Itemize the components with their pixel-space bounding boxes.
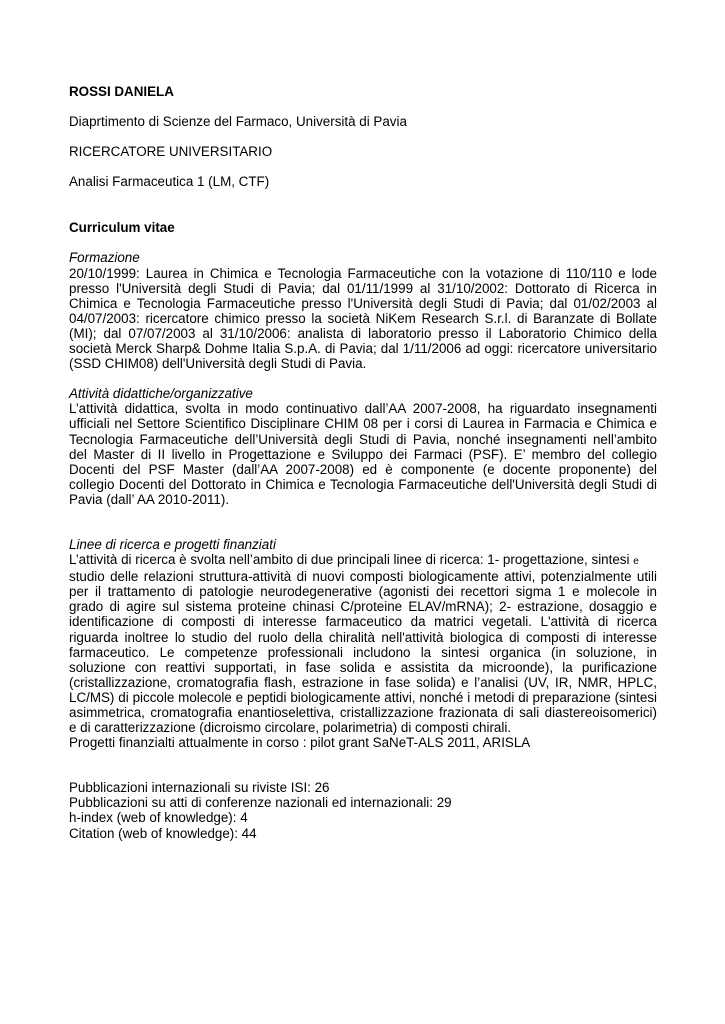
didattica-line: L’attività didattica, svolta in modo continuativo dall’AA 2007-2008, ha riguardato insegnamenti bbox=[69, 401, 657, 417]
ricerca-line: soluzione con reattivi supportati, in fase solida e assistita da microonde), la purificazione bbox=[69, 659, 657, 675]
citation-line: Citation (web of knowledge): 44 bbox=[69, 825, 257, 841]
ricerca-heading: Linee di ricerca e progetti finanziati bbox=[69, 536, 276, 552]
h-index-line: h-index (web of knowledge): 4 bbox=[69, 810, 248, 826]
ricerca-line: identificazione di composti di interesse farmaceutico da matrici vegetali. L'attività di ricerca bbox=[69, 614, 657, 630]
didattica-line: Docenti del PSF Master (dall’AA 2007-2008) ed è componente (e docente proponente) del bbox=[69, 461, 657, 477]
formazione-line: (SSD CHIM08) dell'Università degli Studi di Pavia. bbox=[69, 356, 367, 372]
cv-document bbox=[69, 84, 657, 841]
didattica-line: Tecnologia Farmaceutiche dell’Università degli Studi di Pavia, nonché insegnamenti nell’ambito bbox=[69, 431, 657, 447]
formazione-line: (MI); dal 07/07/2003 al 31/10/2006: analista di laboratorio presso il Laboratorio Chimico della bbox=[69, 325, 657, 341]
formazione-heading: Formazione bbox=[69, 250, 140, 266]
ricerca-line: studio delle relazioni struttura-attività di nuovi composti biologicamente attivi, potenzialmente utili bbox=[69, 569, 657, 585]
pubblicazioni-section bbox=[69, 780, 657, 840]
pub-isi-line: Pubblicazioni internazionali su riviste ISI: 26 bbox=[69, 780, 330, 796]
ricerca-line: asimmetrica, cromatografia enantioselettiva, cristallizzazione frazionata di sali diastereoisomerici) bbox=[69, 705, 657, 720]
didattica-section bbox=[69, 386, 657, 507]
projects-line: Progetti finanzialti attualmente in corso : pilot grant SaNeT-ALS 2011, ARISLA bbox=[69, 735, 531, 751]
ricerca-line: LC/MS) di piccole molecole e peptidi biologicamente attivi, nonché i metodi di preparazione (sintesi bbox=[69, 689, 657, 705]
department-line: Diaprtimento di Scienze del Farmaco, Università di Pavia bbox=[69, 114, 407, 130]
cv-title: Curriculum vitae bbox=[69, 220, 175, 236]
ricerca-first-tail: e bbox=[633, 556, 639, 568]
ricerca-line: farmaceutico. Le competenze professionali includono la sintesi organica (in soluzione, in bbox=[69, 644, 657, 660]
didattica-line: collegio Docenti del Dottorato in Chimica e Tecnologia Farmaceutiche dell'Università degli Studi di bbox=[69, 476, 657, 492]
formazione-line: presso l'Università degli Studi di Pavia; dal 01/11/1999 al 31/10/2002: Dottorato di Ricerca in bbox=[69, 280, 657, 296]
role-line: RICERCATORE UNIVERSITARIO bbox=[69, 144, 273, 160]
formazione-line: 20/10/1999: Laurea in Chimica e Tecnologia Farmaceutiche con la votazione di 110/110 e lode bbox=[69, 265, 657, 281]
didattica-line: Pavia (dall’ AA 2010-2011). bbox=[69, 491, 230, 507]
formazione-line: 04/07/2003: ricercatore chimico presso la società NiKem Research S.r.l. di Baranzate di Bollate bbox=[69, 310, 657, 326]
formazione-line: Chimica e Tecnologia Farmaceutiche presso l'Università degli Studi di Pavia; dal 01/02/2003 al bbox=[69, 295, 657, 311]
pub-conferences-line: Pubblicazioni su atti di conferenze nazionali ed internazionali: 29 bbox=[69, 795, 452, 811]
didattica-line: del Master di II livello in Progettazione e Sviluppo dei Farmaci (PSF). E’ membro del collegio bbox=[69, 446, 657, 462]
course-line: Analisi Farmaceutica 1 (LM, CTF) bbox=[69, 174, 270, 190]
ricerca-line: (cristallizzazione, cromatografia flash, estrazione in fase solida) e l’analisi (UV, IR, NMR, HPLC, bbox=[69, 674, 657, 690]
didattica-line: ufficiali nel Settore Scientifico Disciplinare CHIM 08 per i corsi di Laurea in Farmacia e Chimica e bbox=[69, 416, 657, 432]
formazione-section bbox=[69, 250, 657, 371]
ricerca-last-line: e di caratterizzazione (dicroismo circolare, polarimetria) di composti chirali. bbox=[69, 720, 512, 736]
ricerca-first-line bbox=[69, 552, 657, 569]
ricerca-line: per il trattamento di patologie neurodegenerative (agonisti dei recettori sigma 1 e molecole in bbox=[69, 584, 657, 600]
didattica-heading: Attività didattiche/organizzative bbox=[69, 386, 253, 402]
ricerca-section bbox=[69, 537, 657, 750]
ricerca-line: grado di agire sul sistema proteine chinasi C/proteine ELAV/mRNA); 2- estrazione, dosaggio e bbox=[69, 599, 657, 615]
formazione-line: società Merck Sharp& Dohme Italia S.p.A. di Pavia; dal 1/11/2006 ad oggi: ricercatore universitario bbox=[69, 341, 657, 357]
person-name: ROSSI DANIELA bbox=[69, 84, 174, 99]
ricerca-first-text: L’attività di ricerca è svolta nell’ambito di due principali linee di ricerca: 1- progettazione, sintesi bbox=[69, 552, 630, 568]
ricerca-line: riguarda inoltree lo studio del ruolo della chiralità nell'attività biologica di composti di interesse bbox=[69, 629, 657, 645]
